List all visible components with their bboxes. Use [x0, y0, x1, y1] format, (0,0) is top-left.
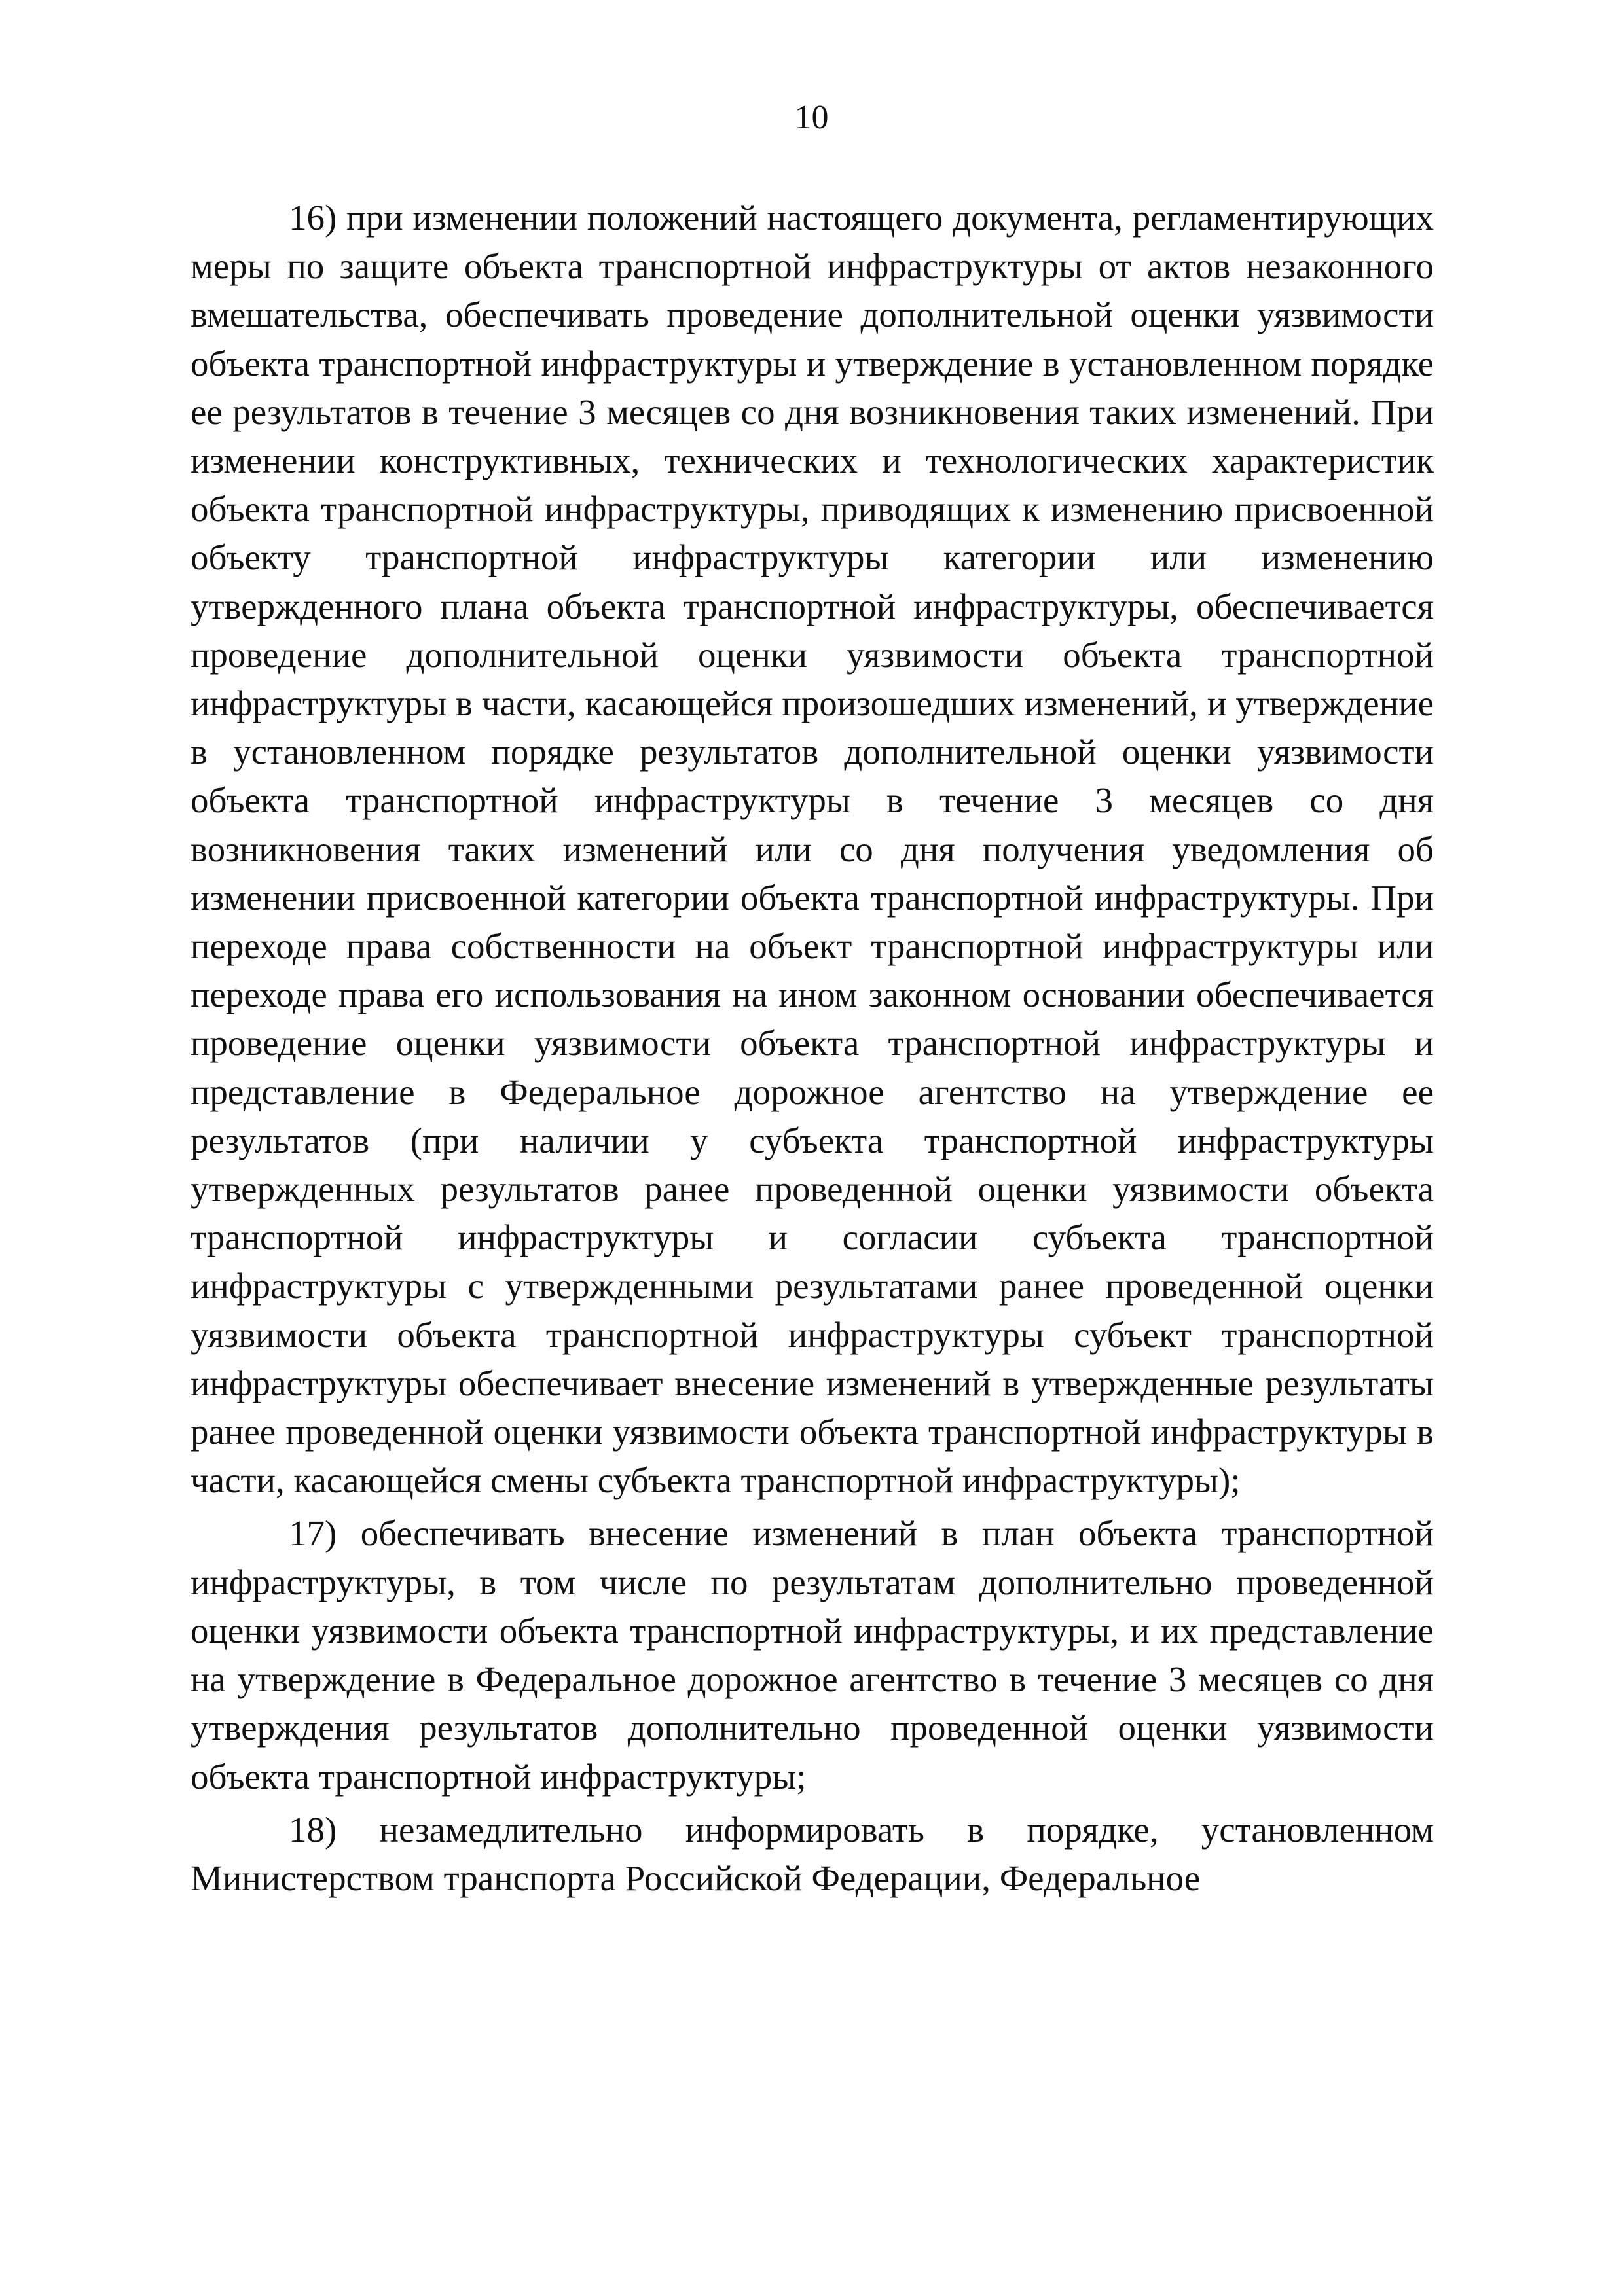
document-body: [191, 194, 1434, 1903]
paragraph-item-17: 17) обеспечивать внесение изменений в план объекта транспортной инфраструктуры, в том числе по результатам дополнительно проведенной оценки уязвимости объекта транспортной инфраструктуры, и их представление на утверждение в Федеральное дорожное агентство в течение 3 месяцев со дня утверждения результатов дополнительно проведенной оценки уязвимости объекта транспортной инфраструктуры;: [191, 1513, 1434, 1797]
paragraph-item-16: 16) при изменении положений настоящего документа, регламентирующих меры по защите объекта транспортной инфраструктуры от актов незаконного вмешательства, обеспечивать проведение дополнительной оценки уязвимости объекта транспортной инфраструктуры и утверждение в установленном порядке ее результатов в течение 3 месяцев со дня возникновения таких изменений. При изменении конструктивных, технических и технологических характеристик объекта транспортной инфраструктуры, приводящих к изменению присвоенной объекту транспортной инфраструктуры категории или изменению утвержденного плана объекта транспортной инфраструктуры, обеспечивается проведение дополнительной оценки уязвимости объекта транспортной инфраструктуры в части, касающейся произошедших изменений, и утверждение в установленном порядке результатов дополнительной оценки уязвимости объекта транспортной инфраструктуры в течение 3 месяцев со дня возникновения таких изменений или со дня получения уведомления об изменении присвоенной категории объекта транспортной инфраструктуры. При переходе права собственности на объект транспортной инфраструктуры или переходе права его использования на ином законном основании обеспечивается проведение оценки уязвимости объекта транспортной инфраструктуры и представление в Федеральное дорожное агентство на утверждение ее результатов (при наличии у субъекта транспортной инфраструктуры утвержденных результатов ранее проведенной оценки уязвимости объекта транспортной инфраструктуры и согласии субъекта транспортной инфраструктуры с утвержденными результатами ранее проведенной оценки уязвимости объекта транспортной инфраструктуры субъект транспортной инфраструктуры обеспечивает внесение изменений в утвержденные результаты ранее проведенной оценки уязвимости объекта транспортной инфраструктуры в части, касающейся смены субъекта транспортной инфраструктуры);: [191, 198, 1434, 1501]
page-number: 10: [794, 99, 829, 136]
paragraph-item-18: 18) незамедлительно информировать в порядке, установленном Министерством транспорта Российской Федерации, Федеральное: [191, 1809, 1434, 1898]
